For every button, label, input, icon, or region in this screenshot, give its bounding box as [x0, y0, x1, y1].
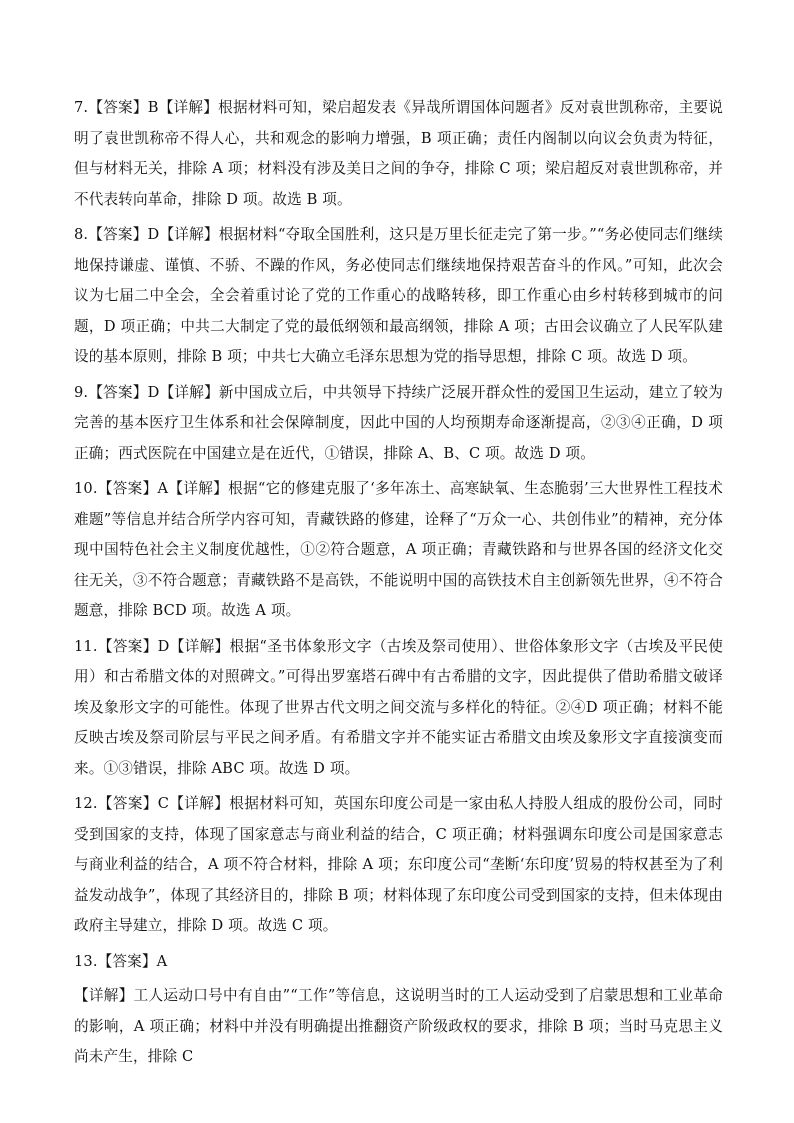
detail-label: 【详解】 [169, 795, 230, 812]
answer-paragraph-9 [74, 378, 723, 470]
question-number: 7. [74, 99, 89, 116]
answer-paragraph-12 [74, 789, 723, 942]
detail-label: 【详解】 [159, 383, 219, 401]
answer-label: 【答案】 [88, 226, 148, 243]
explanation-text: 工人运动口号中有自由”“工作”等信息，这说明当时的工人运动受到了启蒙思想和工业革命的影响，A 项正确；材料中并没有明确提出推翻资产阶级政权的要求，排除 B 项；当时马克思主义尚未产生，排除 C [74, 987, 723, 1065]
detail-paragraph-13 [74, 981, 723, 1073]
detail-label: 【详解】 [168, 480, 229, 497]
answer-label: 【答案】 [97, 637, 158, 655]
answer-choice: C [157, 795, 170, 812]
answer-label: 【答案】 [97, 952, 157, 970]
answer-choice: A [157, 480, 169, 497]
detail-label: 【详解】 [169, 637, 230, 655]
answer-label: 【答案】 [97, 795, 158, 812]
answer-paragraph-11 [74, 632, 723, 785]
explanation-text: 新中国成立后，中共领导下持续广泛展开群众性的爱国卫生运动，建立了较为完善的基本医疗卫生体系和社会保障制度，因此中国的人均预期寿命逐渐提高，②③④正确，D 项正确；西式医院在中国建立是在近代，①错误，排除 A、B、C 项。故选 D 项。 [74, 383, 723, 462]
answer-choice: A [156, 952, 168, 970]
answer-label: 【答案】 [88, 99, 148, 116]
detail-label: 【详解】 [158, 99, 219, 116]
answer-choice: D [147, 226, 160, 243]
explanation-text: 根据“圣书体象形文字（古埃及祭司使用）、世俗体象形文字（古埃及平民使用）和古希腊文体的对照碑文。”可得出罗塞塔石碑中有古希腊的文字，因此提供了借助希腊文破译埃及象形文字的可能性。体现了世界古代文明之间交流与多样化的特征。②④D 项正确；材料不能反映古埃及祭司阶层与平民之间矛盾。有希腊文字并不能实证古希腊文由埃及象形文字直接演变而来。①③错误，排除 ABC 项。故选 D 项。 [74, 637, 723, 777]
explanation-text: 根据“它的修建克服了‘多年冻土、高寒缺氧、生态脆弱’三大世界性工程技术难题”等信息并结合所学内容可知，青藏铁路的修建，诠释了“万众一心、共创伟业”的精神，充分体现中国特色社会主义制度优越性，①②符合题意，A 项正确；青藏铁路和与世界各国的经济文化交往无关，③不符合题意；青藏铁路不是高铁，不能说明中国的高铁技术自主创新领先世界，④不符合题意，排除 BCD 项。故选 A 项。 [74, 480, 724, 619]
answer-choice: D [157, 637, 170, 655]
answer-paragraph-8 [74, 220, 723, 373]
answer-choice: D [147, 383, 160, 401]
question-number: 9. [74, 383, 89, 401]
question-number: 12. [74, 795, 98, 812]
answer-label: 【答案】 [88, 383, 148, 401]
detail-label: 【详解】 [159, 226, 219, 243]
answer-paragraph-7 [74, 93, 723, 215]
question-number: 13. [74, 952, 98, 970]
question-number: 11. [74, 637, 98, 655]
answer-label: 【答案】 [97, 480, 158, 497]
explanation-text: 根据材料“夺取全国胜利，这只是万里长征走完了第一步。”“务必使同志们继续地保持谦虚、谨慎、不骄、不躁的作风，务必使同志们继续地保持艰苦奋斗的作风。”可知，此次会议为七届二中全会，全会着重讨论了党的工作重心的战略转移，即工作重心由乡村转移到城市的问题，D 项正确；中共二大制定了党的最低纲领和最高纲领，排除 A 项；古田会议确立了人民军队建设的基本原则，排除 B 项；中共七大确立毛泽东思想为党的指导思想，排除 C 项。故选 D 项。 [74, 226, 723, 365]
answer-explanations [74, 93, 723, 1078]
explanation-text: 根据材料可知，英国东印度公司是一家由私人持股人组成的股份公司，同时受到国家的支持，体现了国家意志与商业利益的结合，C 项正确；材料强调东印度公司是国家意志与商业利益的结合，A 项不符合材料，排除 A 项；东印度公司“垄断‘东印度’贸易的特权甚至为了利益发动战争”，体现了其经济目的，排除 B 项；材料体现了东印度公司受到国家的支持，但未体现由政府主导建立，排除 D 项。故选 C 项。 [74, 795, 723, 934]
detail-label: 【详解】 [74, 987, 134, 1004]
answer-paragraph-10 [74, 474, 723, 627]
question-number: 8. [74, 226, 89, 243]
question-number: 10. [74, 480, 98, 497]
answer-choice: B [147, 99, 159, 116]
explanation-text: 根据材料可知，梁启超发表《异哉所谓国体问题者》反对袁世凯称帝，主要说明了袁世凯称帝不得人心，共和观念的影响力增强，B 项正确；责任内阁制以向议会负责为特征，但与材料无关，排除 A 项；材料没有涉及美日之间的争夺，排除 C 项；梁启超反对袁世凯称帝，并不代表转向革命，排除 D 项。故选 B 项。 [74, 99, 723, 208]
answer-paragraph-13 [74, 947, 723, 978]
